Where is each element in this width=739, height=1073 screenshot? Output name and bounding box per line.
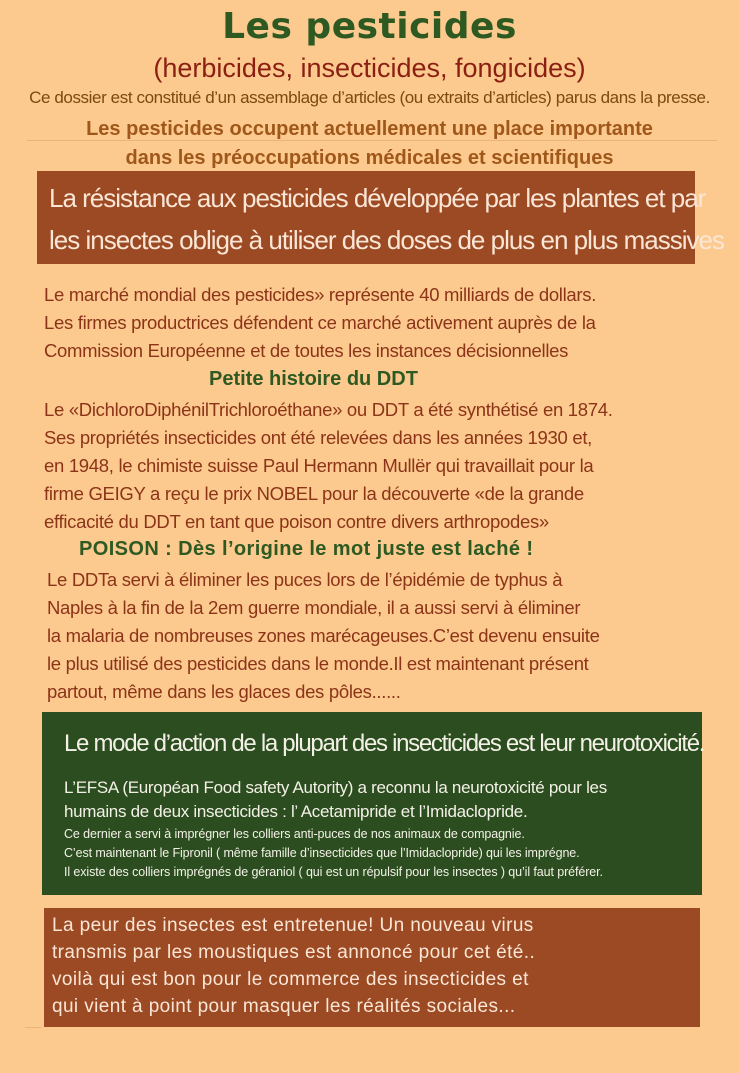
insect-fear-box	[44, 908, 700, 1027]
insect-fear-line: transmis par les moustiques est annoncé pour cet été..	[52, 942, 536, 963]
intro-text: Ce dossier est constitué d’un assemblage d’articles (ou extraits d’articles) parus dans la presse.	[29, 88, 710, 107]
headline-line: Les pesticides occupent actuellement une place importante	[86, 118, 653, 140]
neurotoxicity-notes	[64, 825, 603, 882]
poison-paragraph	[47, 566, 727, 706]
ddt-line: firme GEIGY a reçu le prix NOBEL pour la découverte «de la grande	[44, 483, 584, 504]
ddt-line: Le «DichloroDiphénilTrichloroéthane» ou DDT a été synthétisé en 1874.	[44, 399, 613, 420]
market-line: Les firmes productrices défendent ce marché activement auprès de la	[44, 312, 596, 333]
neurotoxicity-box	[42, 712, 705, 895]
headline-line: dans les préoccupations médicales et scientifiques	[125, 147, 614, 169]
market-line: Commission Européenne et de toutes les instances décisionnelles	[44, 340, 569, 361]
ddt-line: en 1948, le chimiste suisse Paul Hermann Mullër qui travaillait pour la	[44, 455, 594, 476]
ddt-paragraph	[44, 396, 724, 536]
poison-line: la malaria de nombreuses zones marécageuses.C’est devenu ensuite	[47, 625, 600, 646]
neurotoxicity-title: Le mode d’action de la plupart des insecticides est leur neurotoxicité.	[64, 730, 705, 757]
resistance-box	[37, 171, 724, 264]
neurotoxicity-note: Ce dernier a servi à imprégner les colliers anti-puces de nos animaux de compagnie.	[64, 827, 525, 841]
poison-heading: POISON : Dès l’origine le mot juste est laché !	[79, 538, 534, 560]
ddt-line: efficacité du DDT en tant que poison contre divers arthropodes»	[44, 511, 549, 532]
ddt-heading: Petite histoire du DDT	[209, 368, 418, 390]
insect-fear-line: qui vient à point pour masquer les réalités sociales...	[52, 996, 516, 1017]
page-subtitle: (herbicides, insecticides, fongicides)	[153, 53, 586, 83]
page-title: Les pesticides	[222, 6, 517, 47]
insect-fear-line: voilà qui est bon pour le commerce des insecticides et	[52, 969, 529, 990]
market-paragraph	[44, 281, 724, 365]
poison-line: Naples à la fin de la 2em guerre mondiale, il a aussi servi à éliminer	[47, 597, 581, 618]
neurotoxicity-note: Il existe des colliers imprégnés de géraniol ( qui est un répulsif pour les insectes ) qu’il faut préférer.	[64, 865, 603, 879]
resistance-line: les insectes oblige à utiliser des doses de plus en plus massives	[49, 225, 724, 255]
resistance-line: La résistance aux pesticides développée par les plantes et par	[49, 183, 706, 213]
poison-line: Le DDTa servi à éliminer les puces lors de l’épidémie de typhus à	[47, 569, 563, 590]
neurotoxicity-line: L’EFSA (Européan Food safety Autority) a reconnu la neurotoxicité pour les	[64, 778, 607, 797]
decorative-rule	[25, 1027, 41, 1028]
insect-fear-text	[52, 912, 535, 1020]
neurotoxicity-note: C’est maintenant le Fipronil ( même famille d’insecticides que l’Imidaclopride) qui les imprégne.	[64, 846, 580, 860]
neurotoxicity-line: humains de deux insecticides : l’ Acetamipride et l’Imidaclopride.	[64, 802, 528, 821]
ddt-line: Ses propriétés insecticides ont été relevées dans les années 1930 et,	[44, 427, 593, 448]
insect-fear-line: La peur des insectes est entretenue! Un nouveau virus	[52, 915, 534, 936]
market-line: Le marché mondial des pesticides» représente 40 milliards de dollars.	[44, 284, 597, 305]
neurotoxicity-body	[64, 776, 607, 824]
poison-line: partout, même dans les glaces des pôles......	[47, 681, 401, 702]
poison-line: le plus utilisé des pesticides dans le monde.Il est maintenant présent	[47, 653, 589, 674]
headline	[0, 115, 739, 173]
